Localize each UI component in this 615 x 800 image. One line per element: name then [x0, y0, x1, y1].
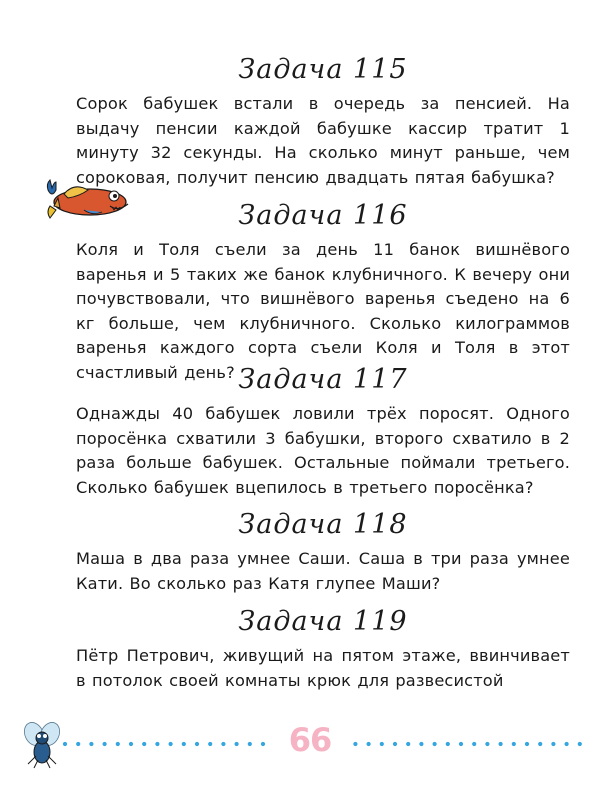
task-title: Задача 116 — [238, 200, 408, 231]
task-115 — [76, 52, 570, 190]
footer-dot — [525, 742, 529, 746]
footer-dot — [380, 742, 384, 746]
footer-dot — [565, 742, 569, 746]
footer-dot — [578, 742, 582, 746]
footer-dot — [406, 742, 410, 746]
footer-dot — [221, 742, 225, 746]
footer-dot — [89, 742, 93, 746]
task-117 — [76, 362, 570, 500]
task-title: Задача 119 — [238, 606, 408, 637]
footer-dot — [182, 742, 186, 746]
task-118 — [76, 507, 570, 596]
task-text: Сорок бабушек встали в очередь за пенсией. На выдачу пенсии каждой бабушке кассир тратит 1 минуту 32 секунды. На сколько минут раньше, чем сороковая, получит пенсию двадцать пятая бабушка? — [76, 94, 570, 187]
footer-dot — [195, 742, 199, 746]
task-text: Пётр Петрович, живущий на пятом этаже, ввинчивает в потолок своей комнаты крюк для развесистой — [76, 646, 570, 690]
footer-dot — [63, 742, 67, 746]
task-title: Задача 118 — [238, 509, 408, 540]
task-text: Коля и Толя съели за день 11 банок вишнёвого варенья и 5 таких же банок клубничного. К вечеру они почувствовали, что вишнёвого варенья съедено на 6 кг больше, чем клубничного. Сколько килограммов варенья каждого сорта съели Коля и Толя в этот счастливый день? — [76, 240, 570, 382]
footer-dot — [538, 742, 542, 746]
task-119 — [76, 604, 570, 702]
task-title: Задача 117 — [238, 364, 408, 395]
footer-dot — [551, 742, 555, 746]
footer-dot — [129, 742, 133, 746]
fly-icon — [20, 716, 64, 770]
footer-dot — [446, 742, 450, 746]
footer-dot — [169, 742, 173, 746]
task-text: Маша в два раза умнее Саши. Саша в три раза умнее Кати. Во сколько раз Катя глупее Маши? — [76, 549, 570, 593]
footer-dot — [353, 742, 357, 746]
task-text: Однажды 40 бабушек ловили трёх поросят. Одного поросёнка схватили 3 бабушки, второго схватило в 2 раза больше бабушек. Остальные поймали третьего. Сколько бабушек вцепилось в третьего поросёнка? — [76, 404, 570, 497]
footer-dot — [472, 742, 476, 746]
footer-dot — [459, 742, 463, 746]
footer-dot — [235, 742, 239, 746]
task-116 — [76, 198, 570, 385]
footer-dot — [116, 742, 120, 746]
footer-dot — [261, 742, 265, 746]
task-title: Задача 115 — [238, 54, 408, 85]
footer-dot — [208, 742, 212, 746]
footer-dot — [512, 742, 516, 746]
footer-dot — [248, 742, 252, 746]
footer-dot — [155, 742, 159, 746]
page-number: 66 — [282, 720, 338, 760]
footer-dot — [76, 742, 80, 746]
footer-dot — [485, 742, 489, 746]
footer-dot — [499, 742, 503, 746]
footer-dot — [433, 742, 437, 746]
footer-dot — [367, 742, 371, 746]
footer-dot — [393, 742, 397, 746]
footer-dot — [142, 742, 146, 746]
footer-dot — [103, 742, 107, 746]
footer-dot — [419, 742, 423, 746]
